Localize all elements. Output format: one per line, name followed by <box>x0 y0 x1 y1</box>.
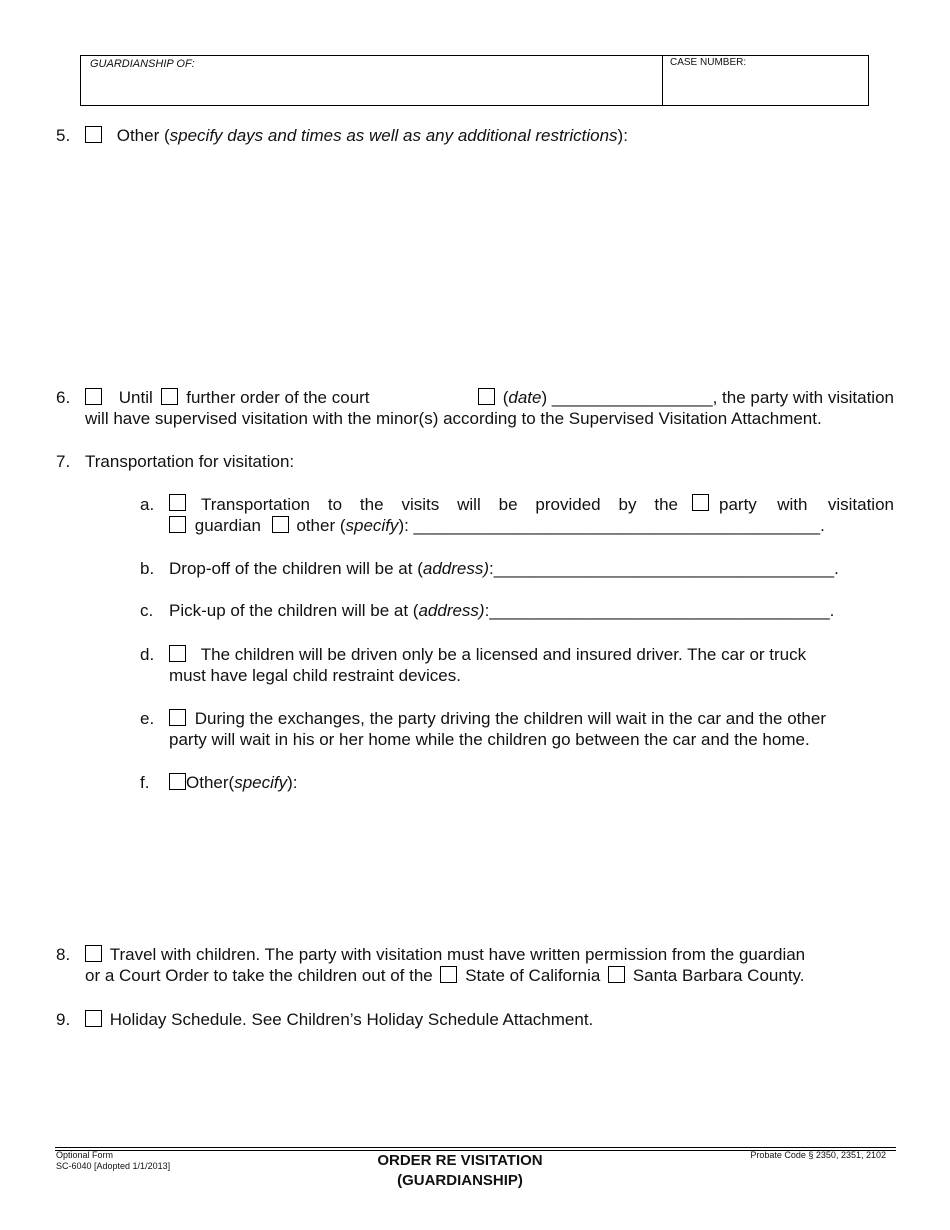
item-7f-letter: f. <box>140 773 150 792</box>
item-5-suffix: ): <box>617 126 628 145</box>
item-5-number: 5. <box>56 126 71 145</box>
item-6-checkbox[interactable] <box>85 388 102 405</box>
item-7e-text: During the exchanges, the party driving the children will wait in the car and the other <box>194 709 826 728</box>
county-text: Santa Barbara County. <box>632 966 805 985</box>
state-checkbox[interactable] <box>440 966 457 983</box>
guardian-text: guardian <box>194 516 261 535</box>
item-7e-letter: e. <box>140 709 155 728</box>
item-7d-row2: must have legal child restraint devices. <box>169 666 461 685</box>
further-order-text: further order of the court <box>186 388 370 407</box>
footer-rule-top <box>55 1147 896 1148</box>
probate-code: Probate Code § 2350, 2351, 2102 <box>750 1150 886 1160</box>
item-6-row2: will have supervised visitation with the minor(s) according to the Supervised Visitation Attachment. <box>85 409 822 428</box>
item-7f-suffix: ): <box>287 773 298 792</box>
item-7f-checkbox[interactable] <box>169 773 186 790</box>
dropoff-text: Drop-off of the children will be at ( <box>169 559 423 578</box>
pickup-address-label: address) <box>418 601 485 620</box>
date-open: ( <box>502 388 509 407</box>
item-7a-text: Transportation to the visits will be provided by the <box>201 495 678 514</box>
form-title-line1: ORDER RE VISITATION <box>377 1152 543 1169</box>
item-7f-row <box>169 772 298 793</box>
item-8-row1 <box>85 944 805 965</box>
item-8-text: Travel with children. The party with visitation must have written permission from the guardian <box>109 945 806 964</box>
item-6-until: Until <box>118 388 153 407</box>
item-6-number: 6. <box>56 388 71 407</box>
item-8-line2: or a Court Order to take the children out of the <box>85 966 433 985</box>
item-7d-text: The children will be driven only be a licensed and insured driver. The car or truck <box>200 645 807 664</box>
item-5-text: Other ( <box>116 126 170 145</box>
item-8-number: 8. <box>56 945 71 964</box>
item-7f-text: Other( <box>186 773 235 792</box>
item-8-checkbox[interactable] <box>85 945 102 962</box>
item-7a-row2 <box>169 515 825 536</box>
item-9-number: 9. <box>56 1010 71 1029</box>
guardian-checkbox[interactable] <box>169 516 186 533</box>
state-text: State of California <box>465 966 601 985</box>
item-5 <box>56 125 70 146</box>
item-7f-specify: specify <box>234 773 288 792</box>
item-6-row1 <box>85 387 894 408</box>
date-field-text: ) _________________, the party with visitation <box>541 388 894 407</box>
guardianship-of-label: GUARDIANSHIP OF: <box>90 58 195 70</box>
case-number-label: CASE NUMBER: <box>670 57 747 68</box>
item-7a-letter: a. <box>140 495 155 514</box>
date-checkbox[interactable] <box>478 388 495 405</box>
form-title-line2: (GUARDIANSHIP) <box>397 1172 523 1189</box>
item-7a-row1 <box>169 494 894 515</box>
further-order-checkbox[interactable] <box>161 388 178 405</box>
item-7d-checkbox[interactable] <box>169 645 186 662</box>
item-7-number: 7. <box>56 452 71 471</box>
item-8-row2 <box>85 965 805 986</box>
item-5-italic: specify days and times as well as any additional restrictions <box>169 126 618 145</box>
item-7c-row <box>169 600 834 621</box>
item-7c-letter: c. <box>140 601 154 620</box>
other-checkbox[interactable] <box>272 516 289 533</box>
party-with-visitation-text: party with visitation <box>719 495 894 514</box>
county-checkbox[interactable] <box>608 966 625 983</box>
form-id: SC-6040 [Adopted 1/1/2013] <box>56 1161 171 1171</box>
dropoff-address-label: address) <box>422 559 490 578</box>
item-7e-row1 <box>169 708 826 729</box>
item-7d-row1 <box>169 644 806 665</box>
item-7b-row <box>169 558 839 579</box>
dropoff-field: :____________________________________. <box>489 559 839 578</box>
item-7a-checkbox[interactable] <box>169 494 186 511</box>
item-7d-letter: d. <box>140 645 155 664</box>
item-5-row <box>85 125 628 146</box>
party-with-visitation-checkbox[interactable] <box>692 494 709 511</box>
other-field: ): ___________________________________________. <box>398 516 825 535</box>
caption-box <box>80 55 869 106</box>
pickup-text: Pick-up of the children will be at ( <box>169 601 419 620</box>
caption-divider <box>662 56 663 105</box>
item-9-text: Holiday Schedule. See Children’s Holiday Schedule Attachment. <box>109 1010 594 1029</box>
item-7b-letter: b. <box>140 559 155 578</box>
optional-form-label: Optional Form <box>56 1150 114 1160</box>
other-specify: specify <box>345 516 399 535</box>
pickup-field: :____________________________________. <box>484 601 835 620</box>
item-9-row <box>85 1009 593 1030</box>
item-9-checkbox[interactable] <box>85 1010 102 1027</box>
item-7e-row2: party will wait in his or her home while the children go between the car and the home. <box>169 730 810 749</box>
item-7e-checkbox[interactable] <box>169 709 186 726</box>
item-7-title: Transportation for visitation: <box>85 452 295 471</box>
other-text: other ( <box>296 516 346 535</box>
item-5-checkbox[interactable] <box>85 126 102 143</box>
date-label: date <box>508 388 542 407</box>
